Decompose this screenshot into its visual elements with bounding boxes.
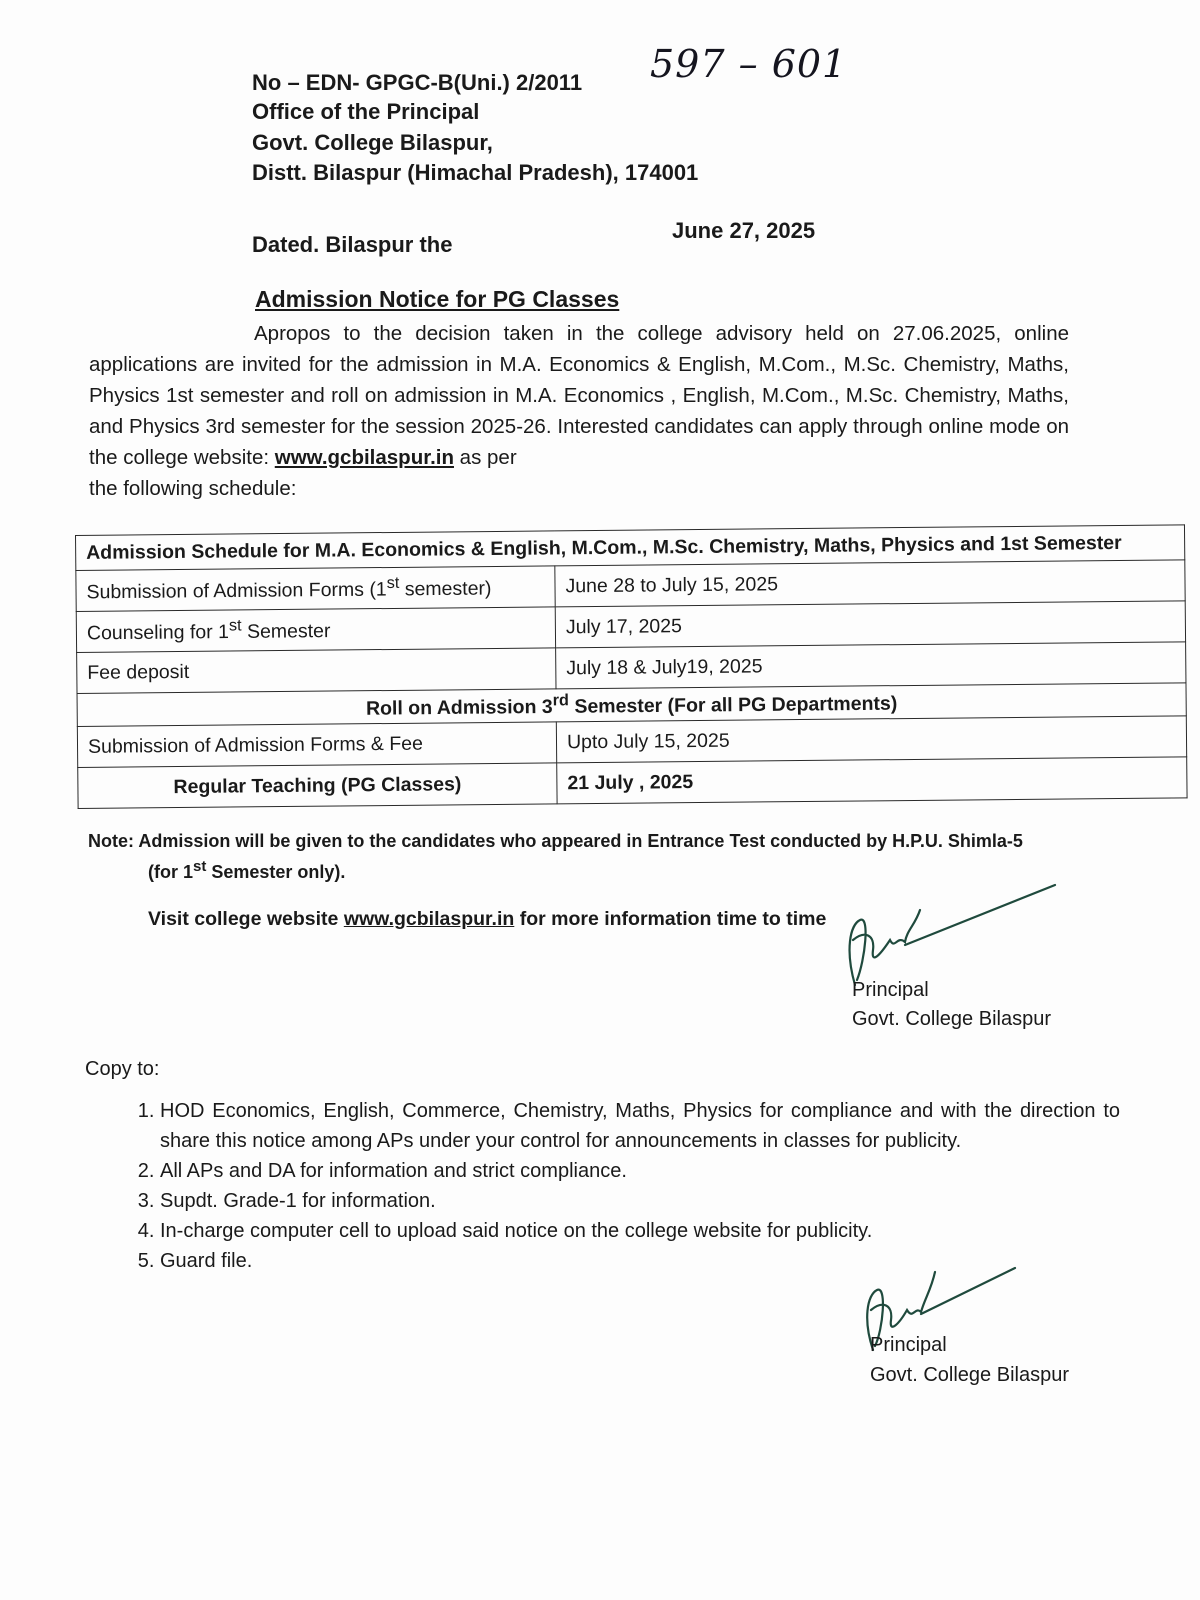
visit-line [148, 908, 826, 931]
schedule-heading: Admission Schedule for M.A. Economics & English, M.Com., M.Sc. Chemistry, Maths, Physics and 1st Semester [76, 525, 1185, 571]
admission-note [88, 828, 1023, 885]
schedule-label: Submission of Admission Forms (1st semester) [76, 566, 555, 612]
body-tail: as per [453, 446, 517, 469]
signatory-title: Principal [852, 979, 929, 1001]
visit-post: for more information time to time [514, 908, 827, 930]
admission-schedule-table [75, 524, 1188, 809]
notice-title: Admission Notice for PG Classes [255, 286, 620, 312]
schedule-label: Submission of Admission Forms & Fee [77, 722, 556, 768]
schedule-label: Regular Teaching (PG Classes) [78, 763, 557, 809]
signatory-college: Govt. College Bilaspur [852, 1008, 1051, 1030]
note-line1: Note: Admission will be given to the candidates who appeared in Entrance Test conducted by H.P.U. Shimla-5 [88, 831, 1023, 851]
visit-pre: Visit college website [148, 908, 344, 930]
website-link[interactable]: www.gcbilaspur.in [274, 446, 454, 469]
office-line: Office of the Principal [252, 99, 480, 124]
body-paragraph [89, 318, 1069, 504]
district-line: Distt. Bilaspur (Himachal Pradesh), 174001 [252, 160, 699, 185]
schedule-value: 21 July , 2025 [557, 757, 1187, 804]
copy-to-list [120, 1096, 1120, 1276]
list-item: 1. HOD Economics, English, Commerce, Chemistry, Maths, Physics for compliance and with the direction to share this notice among APs under your control for announcements in classes for publicity. [160, 1096, 1120, 1156]
signatory-title-2: Principal [870, 1334, 947, 1356]
body-tail-line: the following schedule: [89, 477, 297, 500]
list-item: 2. All APs and DA for information and strict compliance. [160, 1156, 1120, 1186]
schedule-value: June 28 to July 15, 2025 [555, 560, 1185, 607]
list-item: 4. In-charge computer cell to upload said notice on the college website for publicity. [160, 1216, 1120, 1246]
schedule-value: Upto July 15, 2025 [556, 716, 1186, 763]
list-item: 3. Supdt. Grade-1 for information. [160, 1186, 1120, 1216]
copy-to-label: Copy to: [85, 1058, 160, 1080]
list-item: 5. Guard file. [160, 1246, 1120, 1276]
body-text: Apropos to the decision taken in the college advisory held on 27.06.2025, online applications are invited for the admission in M.A. Economics & English, M.Com., M.Sc. Chemistry, Maths, Physics 1st semester and roll on admission in M.A. Economics , English, M.Com., M.Sc. Chemistry, Maths, and Physics 3rd semester for the session 2025-26. Interested candidates can apply through online mode on the college website: [89, 322, 1069, 469]
dated-date: June 27, 2025 [672, 218, 816, 243]
dated-label: Dated. Bilaspur the [252, 232, 453, 257]
schedule-label: Counseling for 1st Semester [76, 607, 555, 653]
signatory-college-2: Govt. College Bilaspur [870, 1364, 1069, 1386]
handwritten-ref-number: 597 – 601 [650, 42, 848, 86]
note-line2: (for 1st Semester only). [148, 858, 346, 882]
schedule-value: July 17, 2025 [555, 601, 1185, 648]
college-line: Govt. College Bilaspur, [252, 130, 493, 155]
schedule-value: July 18 & July19, 2025 [556, 642, 1186, 689]
reference-number: No – EDN- GPGC-B(Uni.) 2/2011 [252, 70, 583, 95]
schedule-subheading: Roll on Admission 3rd Semester (For all PG Departments) [77, 683, 1186, 727]
website-link[interactable]: www.gcbilaspur.in [343, 908, 515, 930]
schedule-label: Fee deposit [77, 648, 556, 694]
